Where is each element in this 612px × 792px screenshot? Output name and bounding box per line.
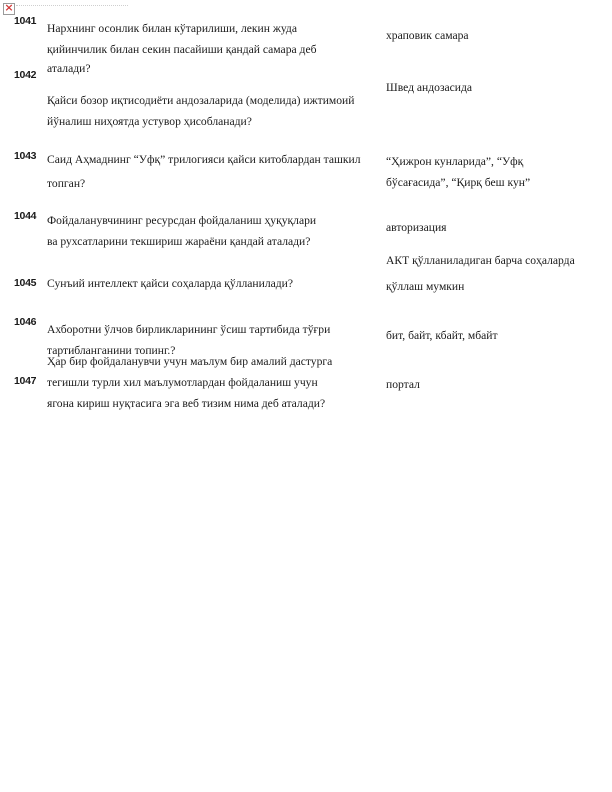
answer-text: храповик самара [386, 29, 469, 42]
row-number: 1044 [14, 210, 37, 222]
row-number: 1042 [14, 69, 37, 81]
answer-text: авторизация [386, 221, 447, 234]
answer-text: портал [386, 378, 420, 391]
question-text: Қайси бозор иқтисодиёти андозаларида (моделида) ижтимоий йўналиш ниҳоятда устувор ҳисобланади? [47, 94, 355, 128]
answer-text: “Ҳижрон кунларида”, “Уфқ бўсағасида”, “Қирқ беш кун” [386, 155, 531, 189]
answer-text: АКТ қўлланиладиган барча соҳаларда қўллаш мумкин [386, 254, 575, 293]
question-text: Фойдаланувчининг ресурсдан фойдаланиш ҳуқуқлари ва рухсатларини текшириш жараёни қандай аталади? [47, 214, 317, 248]
answer-text: бит, байт, кбайт, мбайт [386, 329, 498, 342]
broken-image-icon: × [4, 1, 14, 14]
answer-text: Швед андозасида [386, 81, 473, 94]
question-text: Сунъий интеллект қайси соҳаларда қўлланилади? [47, 277, 294, 290]
question-text: Саид Аҳмаднинг “Уфқ” трилогияси қайси китоблардан ташкил топган? [47, 153, 361, 190]
question-text: Ҳар бир фойдаланувчи учун маълум бир амалий дастурга тегишли турли хил маълумотлардан фойдаланиш учун ягона кириш нуқтасига эга веб тизим нима деб аталади? [47, 355, 333, 410]
row-number: 1046 [14, 316, 37, 328]
row-number: 1043 [14, 150, 37, 162]
row-number: 1041 [14, 15, 37, 27]
header-faint-line [16, 5, 128, 6]
question-text: Ахборотни ўлчов бирликларининг ўсиш тартибида тўғри тартибланганини топинг.? [47, 323, 331, 357]
row-number: 1045 [14, 277, 37, 289]
row-number: 1047 [14, 375, 37, 387]
question-text: Нархнинг осонлик билан кўтарилиши, лекин жуда қийинчилик билан секин пасайиши қандай самара деб аталади? [47, 22, 317, 75]
